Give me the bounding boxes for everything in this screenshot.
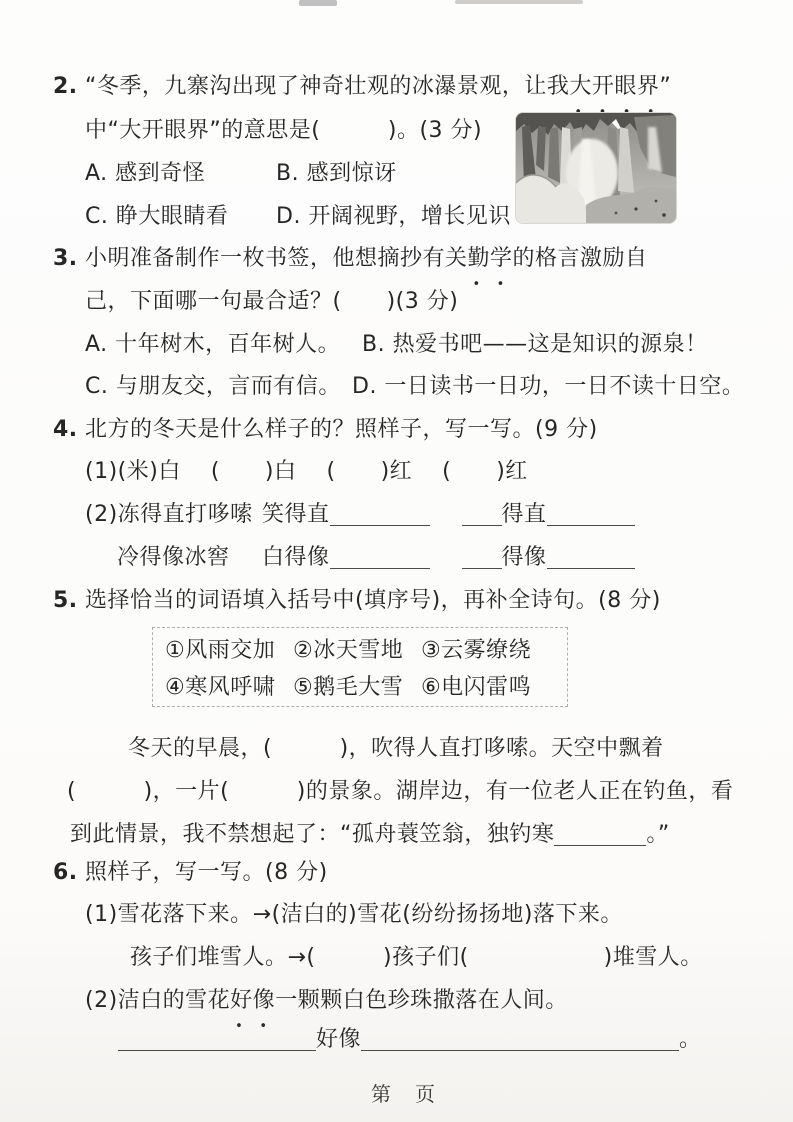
question-3-text-end: 的格言激励自 <box>512 246 648 271</box>
question-2-option-d: D. 开阔视野，增长见识 <box>276 204 511 229</box>
word-bank-item-3: ③云雾缭绕 <box>420 638 532 663</box>
answer-blank <box>330 564 430 569</box>
answer-blank <box>330 521 430 526</box>
question-6-fill-line <box>118 1026 702 1054</box>
prompt-text: 白得像 <box>262 545 330 570</box>
word-bank-item-2: ②冰天雪地 <box>292 638 404 663</box>
emphasized-text: 勤学 •• <box>468 246 513 271</box>
answer-blank <box>547 564 635 569</box>
spacer <box>430 517 462 521</box>
prompt-text: 得像 <box>501 545 547 570</box>
emphasized-text: 大开眼界 •••• <box>569 74 659 99</box>
word-bank-item-1: ①风雨交加 <box>165 638 276 663</box>
fill-period: 。 <box>679 1027 702 1052</box>
question-2-text-end: ” <box>659 74 672 99</box>
question-2-text: “冬季，九寨沟出现了神奇壮观的冰瀑景观，让我 <box>85 74 570 99</box>
question-2-line-1 <box>85 73 671 101</box>
page-footer: 第 页 <box>371 1082 437 1106</box>
question-6-text: (2)洁白的雪花 <box>85 988 231 1013</box>
question-5-paragraph-line-1: 冬天的早晨，( )，吹得人直打哆嗦。天空中飘着 <box>128 736 664 761</box>
paragraph-text: 到此情景，我不禁想起了：“孤舟蓑笠翁，独钓寒 <box>70 822 555 847</box>
word-bank-item-6: ⑥电闪雷鸣 <box>420 675 532 700</box>
word-bank <box>152 627 568 707</box>
prompt-text: 笑得直 <box>262 502 330 527</box>
question-5-paragraph-line-3 <box>70 821 670 849</box>
waterfall-photo-graphic <box>516 113 676 223</box>
fill-connector: 好像 <box>316 1027 362 1052</box>
question-3-line-2: 己，下面哪一句最合适？( )(3 分) <box>85 289 459 314</box>
spacer <box>430 560 462 564</box>
question-3-number: 3. <box>53 246 78 271</box>
scan-artifact <box>455 0 583 4</box>
scan-artifact <box>299 0 337 6</box>
answer-blank <box>118 1046 316 1051</box>
word-bank-item-5: ⑤鹅毛大雪 <box>292 675 404 700</box>
question-6-item-2 <box>85 987 568 1015</box>
question-2-number: 2. <box>53 74 78 99</box>
question-4-item-2-label: (2)冻得直打哆嗦 <box>85 502 253 527</box>
question-4-number: 4. <box>53 417 78 442</box>
question-4-item-1: (1)(米)白 ( )白 ( )红 ( )红 <box>85 459 528 484</box>
question-4-item-3-label: 冷得像冰窖 <box>117 545 230 570</box>
question-4-item-3-blanks <box>262 544 635 572</box>
waterfall-photo <box>516 113 676 223</box>
question-2-line-2: 中“大开眼界”的意思是( )。(3 分) <box>85 118 483 143</box>
question-2-option-c: C. 睁大眼睛看 <box>85 204 229 229</box>
question-5-line-1: 选择恰当的词语填入括号中(填序号)，再补全诗句。(8 分) <box>85 588 661 613</box>
paragraph-text-end: 。” <box>646 822 670 847</box>
question-6-item-1a: (1)雪花落下来。→(洁白的)雪花(纷纷扬扬地)落下来。 <box>85 902 623 927</box>
question-6-line-1: 照样子，写一写。(8 分) <box>85 860 328 885</box>
question-3-option-c: C. 与朋友交，言而有信。 <box>85 374 341 399</box>
question-2-option-a: A. 感到奇怪 <box>85 161 206 186</box>
word-bank-item-4: ④寒风呼啸 <box>165 675 276 700</box>
question-5-paragraph-line-2: ( )，一片( )的景象。湖岸边，有一位老人正在钓鱼，看 <box>67 779 734 804</box>
question-3-line-1 <box>85 245 648 273</box>
answer-blank <box>462 564 502 569</box>
answer-blank <box>547 521 635 526</box>
question-3-option-d: D. 一日读书一日功，一日不读十日空。 <box>352 374 745 399</box>
question-3-text: 小明准备制作一枚书签，他想摘抄有关 <box>85 246 468 271</box>
question-4-item-2-blanks <box>262 501 635 529</box>
question-2-option-b: B. 感到惊讶 <box>276 161 397 186</box>
answer-blank <box>462 521 502 526</box>
question-5-number: 5. <box>53 588 78 613</box>
answer-blank <box>554 841 646 846</box>
answer-blank <box>361 1046 679 1051</box>
emphasized-text: 好像 •• <box>230 988 275 1013</box>
question-3-option-a: A. 十年树木，百年树人。 <box>85 332 341 357</box>
question-3-option-b: B. 热爱书吧——这是知识的源泉！ <box>362 332 708 357</box>
question-4-line-1: 北方的冬天是什么样子的？照样子，写一写。(9 分) <box>85 417 598 442</box>
question-6-number: 6. <box>53 860 78 885</box>
prompt-text: 得直 <box>501 502 547 527</box>
question-6-item-1b: 孩子们堆雪人。→( )孩子们( )堆雪人。 <box>130 945 703 970</box>
question-6-text-end: 一颗颗白色珍珠撒落在人间。 <box>275 988 568 1013</box>
